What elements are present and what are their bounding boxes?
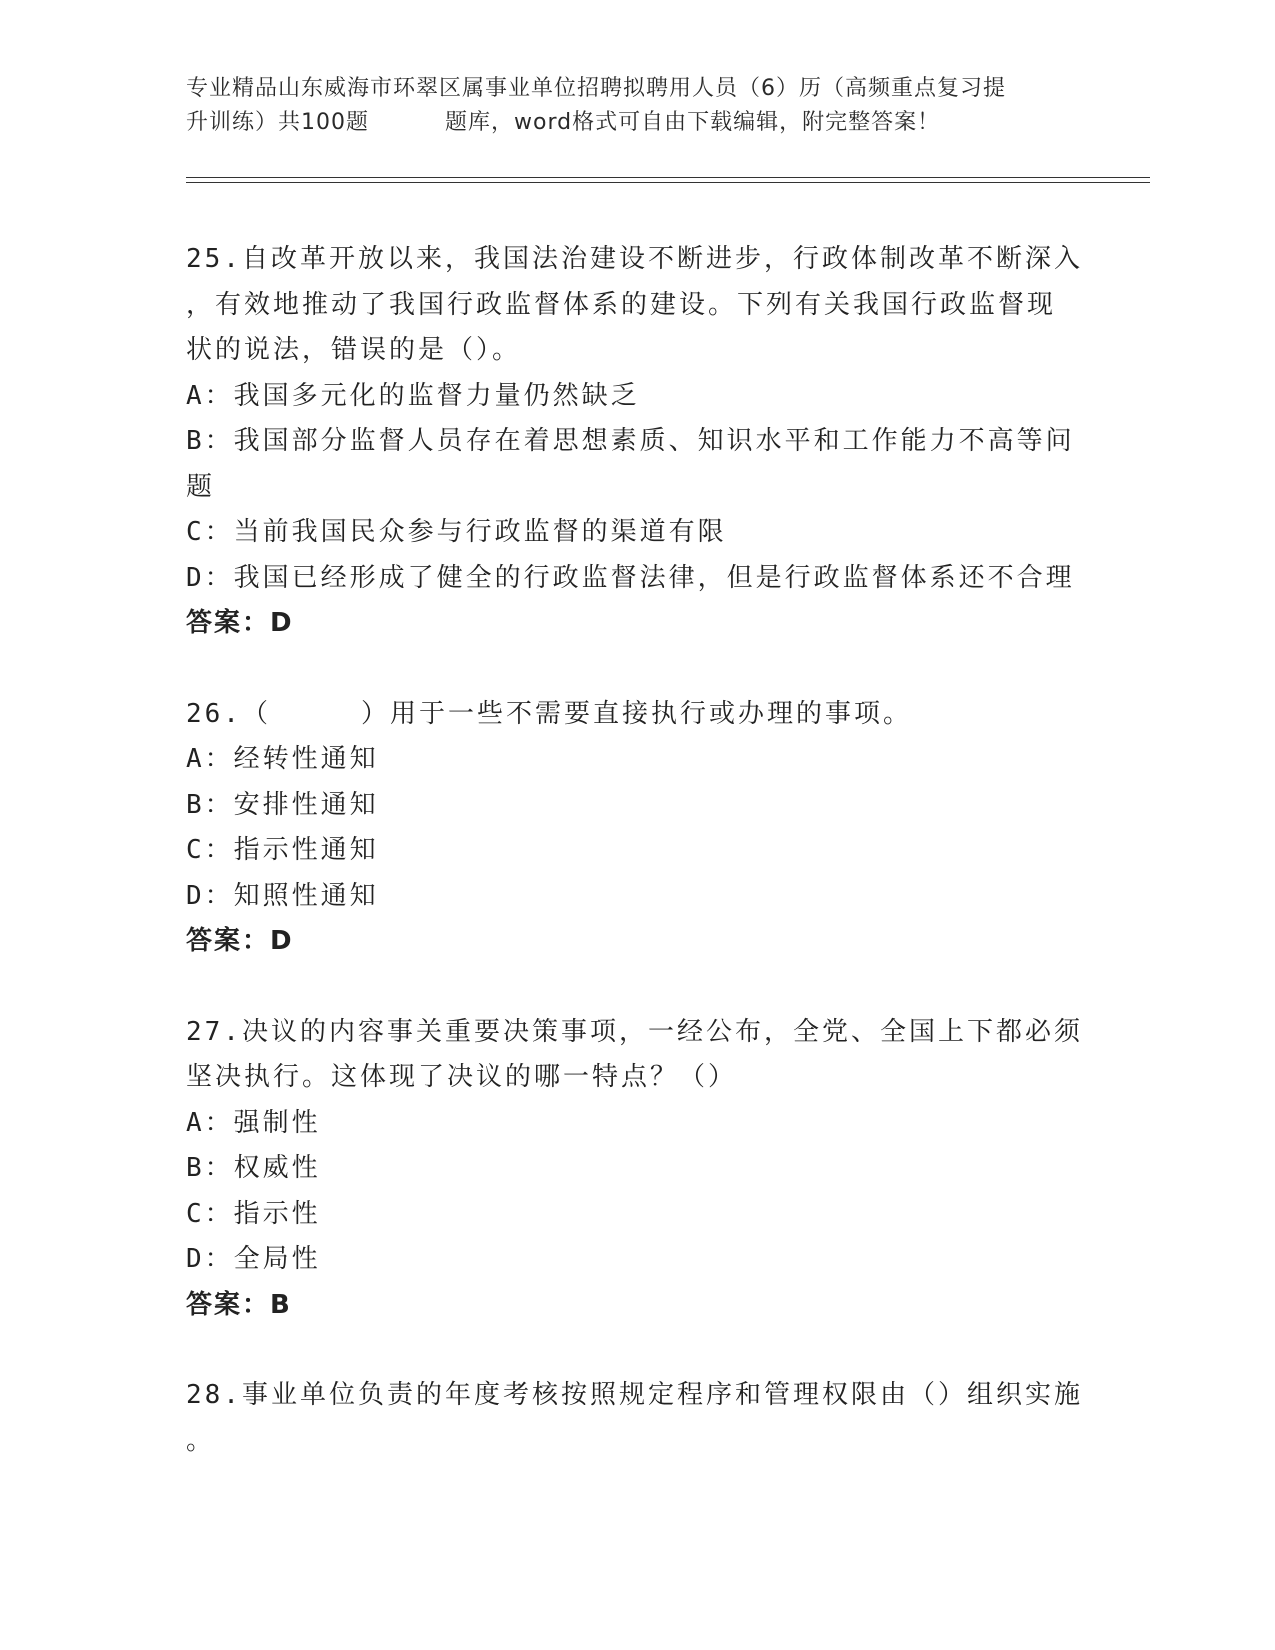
question-25 <box>186 237 1086 647</box>
question-28-stem-line-1: 28.事业单位负责的年度考核按照规定程序和管理权限由（）组织实施 <box>186 1380 1083 1410</box>
question-27 <box>186 1010 1086 1329</box>
question-27-answer: 答案：B <box>186 1289 292 1320</box>
header-download-note: 题库，word格式可自由下载编辑，附完整答案！ <box>445 110 941 135</box>
question-28-stem-line-2: 。 <box>186 1425 216 1456</box>
document-header <box>186 72 1086 140</box>
question-26-stem-end: ）用于一些不需要直接执行或办理的事项。 <box>360 698 912 729</box>
question-25-option-a: A：我国多元化的监督力量仍然缺乏 <box>186 380 640 411</box>
question-25-option-d: D：我国已经形成了健全的行政监督法律，但是行政监督体系还不合理 <box>186 562 1075 593</box>
question-25-option-b-continued: 题 <box>186 471 216 502</box>
header-question-count: 升训练）共100题 <box>186 110 369 135</box>
header-title-line-2 <box>186 106 1086 140</box>
question-27-option-b: B：权威性 <box>186 1153 321 1183</box>
question-27-option-d: D：全局性 <box>186 1244 321 1274</box>
header-divider-top <box>186 177 1150 178</box>
question-25-stem-line-3: 状的说法，错误的是（）。 <box>186 335 522 365</box>
header-title-line-1: 专业精品山东威海市环翠区属事业单位招聘拟聘用人员（6）历（高频重点复习提 <box>186 76 1006 101</box>
question-25-stem-line-1: 25.自改革开放以来，我国法治建设不断进步，行政体制改革不断深入 <box>186 244 1083 274</box>
question-26-option-c: C：指示性通知 <box>186 835 379 865</box>
question-25-option-b: B：我国部分监督人员存在着思想素质、知识水平和工作能力不高等问 <box>186 426 1075 456</box>
question-list <box>186 237 1086 1509</box>
question-26-stem <box>186 692 1086 738</box>
question-28 <box>186 1373 1086 1464</box>
header-divider-bottom <box>186 182 1150 183</box>
question-27-option-c: C：指示性 <box>186 1198 321 1229</box>
question-26-option-b: B：安排性通知 <box>186 789 379 820</box>
question-27-option-a: A：强制性 <box>186 1107 321 1138</box>
question-26-option-d: D：知照性通知 <box>186 880 379 911</box>
question-26-stem-start: 26.（ <box>186 698 271 729</box>
question-26-option-a: A：经转性通知 <box>186 744 379 774</box>
question-27-stem-line-1: 27.决议的内容事关重要决策事项，一经公布，全党、全国上下都必须 <box>186 1016 1083 1047</box>
question-27-stem-line-2: 坚决执行。这体现了决议的哪一特点？（） <box>186 1062 738 1092</box>
question-25-option-c: C：当前我国民众参与行政监督的渠道有限 <box>186 517 727 547</box>
question-26-answer: 答案：D <box>186 926 294 956</box>
question-25-answer: 答案：D <box>186 608 294 638</box>
question-26 <box>186 692 1086 965</box>
question-25-stem-line-2: ，有效地推动了我国行政监督体系的建设。下列有关我国行政监督现 <box>186 289 1057 320</box>
